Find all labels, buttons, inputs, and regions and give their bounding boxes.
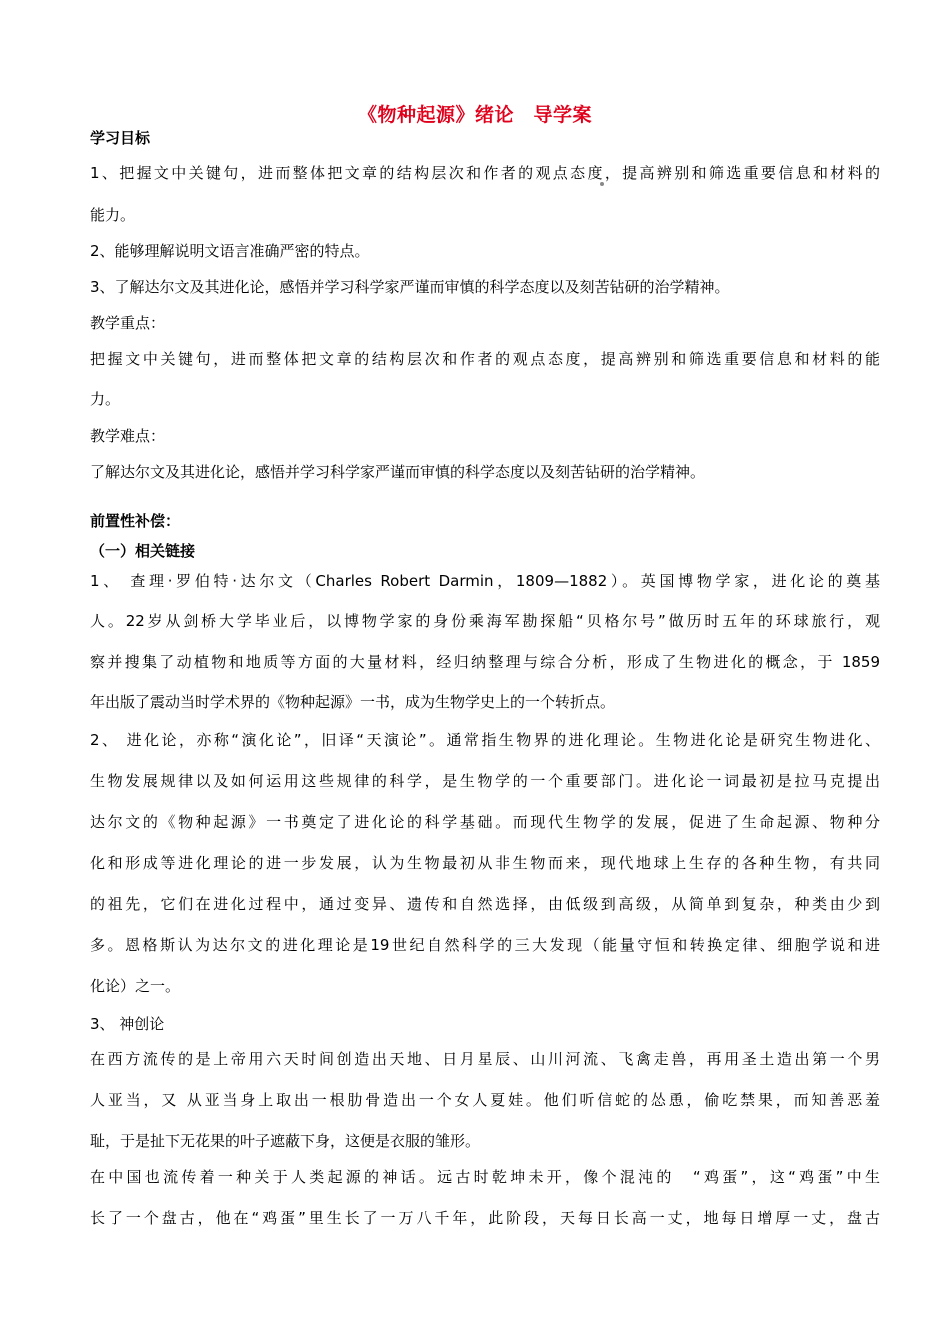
- para-1-line-3: 察并搜集了动植物和地质等方面的大量材料，经归纳整理与综合分析，形成了生物进化的概念，于 1859: [90, 653, 880, 671]
- goals-heading: 学习目标: [90, 129, 151, 147]
- related-links-heading: （一）相关链接: [90, 542, 196, 560]
- para-2-line-3: 达尔文的《物种起源》一书奠定了进化论的科学基础。而现代生物学的发展，促进了生命起源、物种分: [90, 813, 880, 831]
- para-3-line-1: 在西方流传的是上帝用六天时间创造出天地、日月星辰、山川河流、飞禽走兽，再用圣土造出第一个男: [90, 1050, 880, 1068]
- goal-2: 2、能够理解说明文语言准确严密的特点。: [90, 242, 370, 260]
- para-2-line-1: 2、 进化论，亦称“演化论”，旧译“天演论”。通常指生物界的进化理论。生物进化论是研究生物进化、: [90, 731, 880, 749]
- goal-1-line-1: 1、把握文中关键句，进而整体把文章的结构层次和作者的观点态度，提高辨别和筛选重要信息和材料的: [90, 164, 880, 182]
- para-1-line-4: 年出版了震动当时学术界的《物种起源》一书，成为生物学史上的一个转折点。: [90, 693, 616, 711]
- page-title: 《物种起源》绪论 导学案: [357, 104, 592, 126]
- para-3-line-2: 人亚当，又 从亚当身上取出一根肋骨造出一个女人夏娃。他们听信蛇的怂恿，偷吃禁果，而知善恶羞: [90, 1091, 880, 1109]
- para-3-line-5: 长了一个盘古，他在“鸡蛋”里生长了一万八千年，此阶段，天每日长高一丈，地每日增厚一丈，盘古: [90, 1209, 880, 1227]
- goal-3: 3、了解达尔文及其进化论，感悟并学习科学家严谨而审慎的科学态度以及刻苦钻研的治学精神。: [90, 278, 730, 296]
- para-2-line-6: 多。恩格斯认为达尔文的进化理论是19世纪自然科学的三大发现（能量守恒和转换定律、细胞学说和进: [90, 936, 880, 954]
- para-3-line-4: 在中国也流传着一种关于人类起源的神话。远古时乾坤未开，像个混沌的 “鸡蛋”，这“鸡蛋”中生: [90, 1168, 880, 1186]
- para-2-line-7: 化论）之一。: [90, 977, 181, 995]
- para-1-line-1: 1、 查理·罗伯特·达尔文（Charles Robert Darmin，1809—1882）。英国博物学家，进化论的奠基: [90, 572, 880, 590]
- preliminary-heading: 前置性补偿：: [90, 512, 181, 530]
- focus-heading: 教学重点：: [90, 314, 166, 332]
- para-2-line-4: 化和形成等进化理论的进一步发展，认为生物最初从非生物而来，现代地球上生存的各种生物，有共同: [90, 854, 880, 872]
- stray-dot: [600, 182, 604, 186]
- focus-line-2: 力。: [90, 390, 121, 408]
- para-3-line-3: 耻，于是扯下无花果的叶子遮蔽下身，这便是衣服的雏形。: [90, 1132, 481, 1150]
- difficulty-line-1: 了解达尔文及其进化论，感悟并学习科学家严谨而审慎的科学态度以及刻苦钻研的治学精神。: [90, 463, 706, 481]
- para-2-line-5: 的祖先，它们在进化过程中，通过变异、遗传和自然选择，由低级到高级，从简单到复杂，种类由少到: [90, 895, 880, 913]
- para-2-line-2: 生物发展规律以及如何运用这些规律的科学，是生物学的一个重要部门。进化论一词最初是拉马克提出: [90, 772, 880, 790]
- focus-line-1: 把握文中关键句，进而整体把文章的结构层次和作者的观点态度，提高辨别和筛选重要信息和材料的能: [90, 350, 880, 368]
- para-1-line-2: 人。22岁从剑桥大学毕业后，以博物学家的身份乘海军勘探船“贝格尔号”做历时五年的环球旅行，观: [90, 612, 880, 630]
- goal-1-line-2: 能力。: [90, 206, 136, 224]
- para-3-heading: 3、 神创论: [90, 1015, 165, 1033]
- difficulty-heading: 教学难点：: [90, 427, 166, 445]
